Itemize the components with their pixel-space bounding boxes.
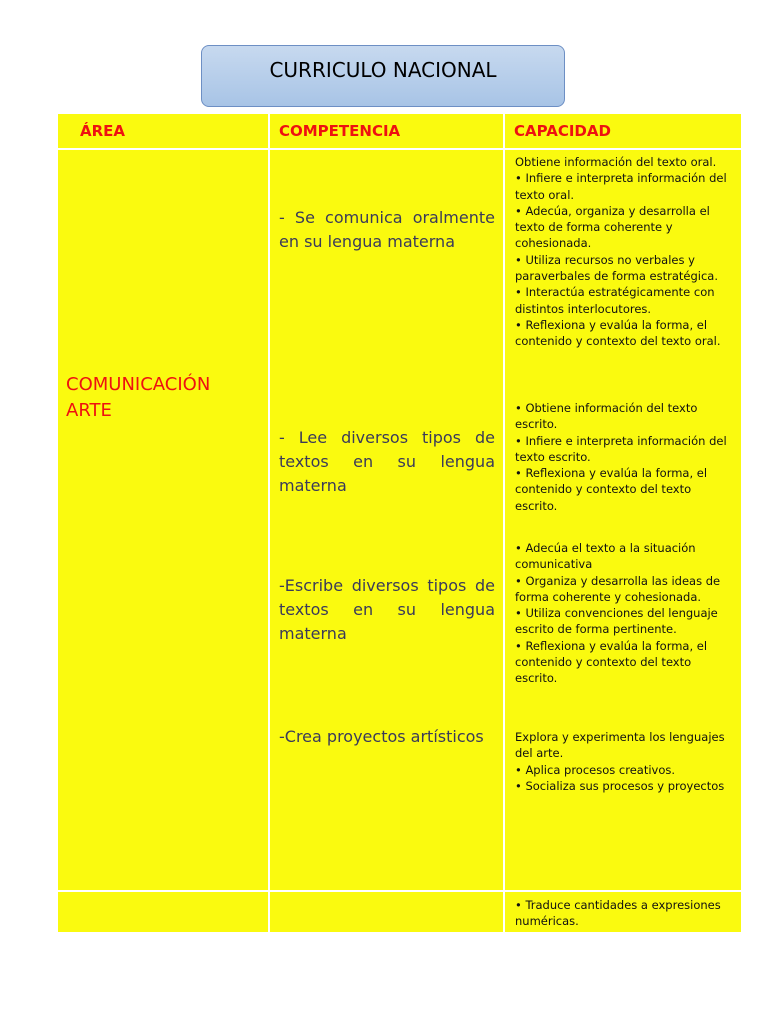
capacidad-crea: Explora y experimenta los lenguajes del arte. • Aplica procesos creativos. • Socializa sus procesos y proyectos [515,730,725,793]
competencia-crea: -Crea proyectos artísticos [279,727,484,746]
area-comunicacion: COMUNICACIÓN [66,374,211,395]
table-header-row [57,113,742,149]
table-row [57,891,742,933]
area-arte: ARTE [66,400,112,421]
area-cell [57,149,269,891]
page-title: CURRICULO NACIONAL [269,58,497,82]
column-header-area: ÁREA [57,113,269,149]
curriculum-table [56,112,743,934]
column-header-capacidad: CAPACIDAD [504,113,742,149]
area-cell-empty [57,891,269,933]
capacidad-traduce: • Traduce cantidades a expresiones numéricas. [515,898,721,929]
capacidad-oral: Obtiene información del texto oral. • Infiere e interpreta información del texto oral. • Adecúa, organiza y desarrolla el texto de forma coherente y cohesionada. • Utiliza recursos no verbales y paraverbales de forma estratégica. • Interactúa estratégicamente con distintos interlocutores. • Reflexiona y evalúa la forma, el contenido y contexto del texto oral. [515,155,727,349]
capacidad-cell-last [504,891,742,933]
competencia-escribe: -Escribe diversos tipos de textos en su lengua materna [279,576,495,643]
competencia-cell-empty [269,891,504,933]
competencia-lee: - Lee diversos tipos de textos en su lengua materna [279,428,495,495]
title-box [201,45,565,107]
capacidad-escribe: • Adecúa el texto a la situación comunicativa • Organiza y desarrolla las ideas de forma coherente y cohesionada. • Utiliza convenciones del lenguaje escrito de forma pertinente. • Reflexiona y evalúa la forma, el contenido y contexto del texto escrito. [515,541,721,686]
table-row [57,149,742,891]
area-name [66,372,210,424]
competencia-cell [269,149,504,891]
capacidad-cell [504,149,742,891]
capacidad-lee: • Obtiene información del texto escrito. • Infiere e interpreta información del texto escrito. • Reflexiona y evalúa la forma, el contenido y contexto del texto escrito. [515,401,727,513]
competencia-oral: - Se comunica oralmente en su lengua materna [279,208,495,251]
column-header-competencia: COMPETENCIA [269,113,504,149]
